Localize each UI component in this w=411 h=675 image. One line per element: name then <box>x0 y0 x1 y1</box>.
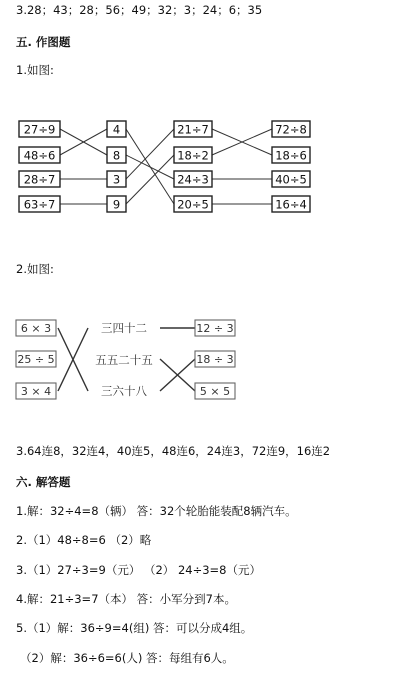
d2-left-cell-1: 6 × 3 <box>20 322 52 335</box>
diagram-one-column-2 <box>107 121 126 212</box>
d1-col4-cell-4: 16÷4 <box>275 197 307 212</box>
answer-6-5-part-2: （2）解：36÷6=6(人) 答：每组有6人。 <box>20 651 234 665</box>
d2-right-cell-1: 12 ÷ 3 <box>196 322 234 335</box>
diagram-two <box>0 315 411 415</box>
diagram-one <box>0 110 411 330</box>
answer-6-1: 1.解：32÷4=8（辆） 答：32个轮胎能装配8辆汽车。 <box>16 504 297 518</box>
d1-col3-cell-4: 20÷5 <box>177 197 209 212</box>
answer-6-3: 3.（1）27÷3=9（元） （2） 24÷3=8（元） <box>16 563 261 577</box>
d1-col2-cell-3: 3 <box>112 172 121 187</box>
diagram-two-right-column <box>195 320 235 399</box>
d2-right-cell-2: 18 ÷ 3 <box>196 353 234 366</box>
item-3-answer: 3.64连8，32连4，40连5，48连6，24连3，72连9，16连2 <box>16 444 331 458</box>
section-five-title: 五. 作图题 <box>16 35 71 49</box>
d2-middle-label-3: 三六十八 <box>101 384 147 398</box>
d1-col2-cell-1: 4 <box>112 122 121 137</box>
d1-col1-cell-1: 27÷9 <box>23 122 56 137</box>
diagram-one-connectors <box>60 129 272 204</box>
d1-col3-cell-1: 21÷7 <box>177 122 209 137</box>
d2-left-cell-3: 3 × 4 <box>20 385 52 398</box>
answer-line-q3: 3.28；43；28；56；49；32；3；24；6；35 <box>16 3 263 17</box>
d1-col2-cell-4: 9 <box>112 197 121 212</box>
answer-6-4: 4.解：21÷3=7（本） 答：小军分到7本。 <box>16 592 236 606</box>
d2-middle-label-2: 五五二十五 <box>95 353 153 367</box>
d1-col4-cell-2: 18÷6 <box>275 148 307 163</box>
diagram-one-column-4 <box>272 121 310 212</box>
d1-col3-cell-2: 18÷2 <box>177 148 209 163</box>
d1-col1-cell-4: 63÷7 <box>23 197 56 212</box>
d2-left-cell-2: 25 ÷ 5 <box>17 353 55 366</box>
answer-6-5: 5.（1）解：36÷9=4(组) 答：可以分成4组。 <box>16 621 253 635</box>
d1-col1-cell-2: 48÷6 <box>23 148 56 163</box>
d2-middle-label-1: 三四十二 <box>101 321 147 335</box>
diagram-one-column-1 <box>19 121 60 212</box>
diagram-one-column-3 <box>174 121 212 212</box>
section-six-title: 六. 解答题 <box>16 475 71 489</box>
d1-col3-cell-3: 24÷3 <box>177 172 209 187</box>
diagram-two-left-column <box>16 320 56 399</box>
d1-col4-cell-1: 72÷8 <box>275 122 307 137</box>
d1-col4-cell-3: 40÷5 <box>275 172 307 187</box>
item-2-label: 2.如图: <box>16 262 54 276</box>
d1-col2-cell-2: 8 <box>112 148 121 163</box>
d2-right-cell-3: 5 × 5 <box>199 385 231 398</box>
item-1-label: 1.如图: <box>16 63 54 77</box>
answer-6-2: 2.（1）48÷8=6 （2）略 <box>16 533 152 547</box>
diagram-two-middle-column <box>95 321 153 398</box>
d1-col1-cell-3: 28÷7 <box>23 172 56 187</box>
